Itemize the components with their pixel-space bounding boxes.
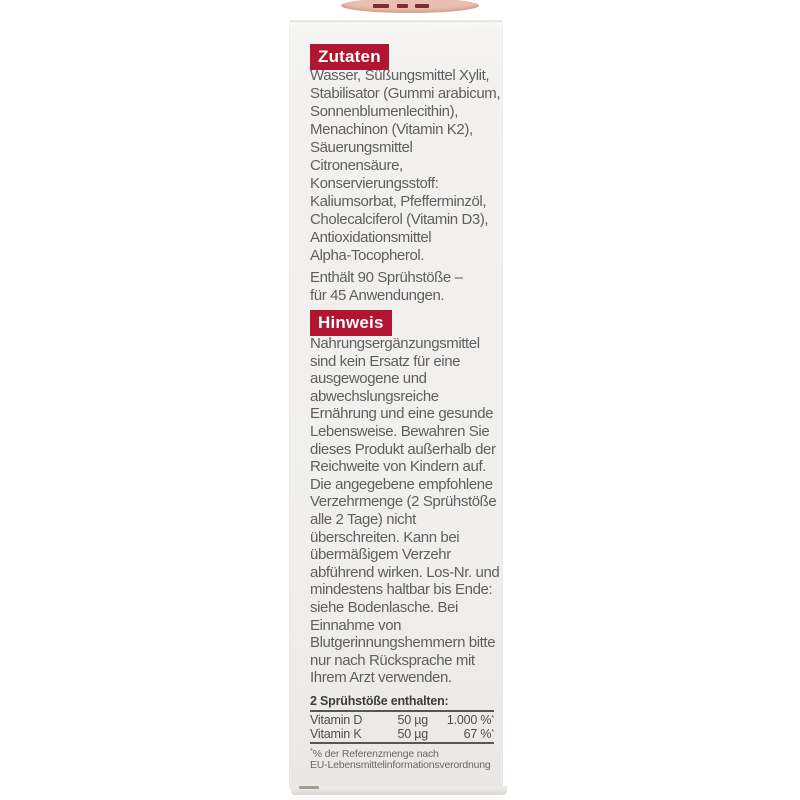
ingredient-line: Citronensäure, — [310, 157, 403, 174]
notice-line: dieses Produkt außerhalb der — [310, 440, 496, 458]
nutrient-name: Vitamin K — [310, 726, 362, 741]
dose-count-line: Enthält 90 Sprühstöße – — [310, 269, 463, 286]
notice-line: ausgewogene und — [310, 370, 427, 388]
ingredient-line: Säuerungsmittel — [310, 139, 413, 156]
nutrient-nrv — [428, 714, 494, 728]
notice-line: überschreiten. Kann bei — [310, 528, 460, 546]
nrv-footnote-marker: * — [491, 713, 494, 722]
notice-line: Ernährung und eine gesunde — [310, 405, 494, 423]
nutrition-divider-bottom — [310, 742, 494, 744]
notice-line: sind kein Ersatz für eine — [310, 352, 461, 370]
notice-line: Verzehrmenge (2 Sprühstöße — [310, 493, 497, 511]
notice-line: siehe Bodenlasche. Bei — [310, 598, 458, 616]
package-front-panel — [289, 20, 503, 789]
notice-line: mindestens haltbar bis Ende: — [310, 581, 493, 599]
ingredient-line: Antioxidationsmittel — [310, 229, 432, 246]
notice-line: Ihrem Arzt verwenden. — [310, 669, 452, 687]
nutrient-name: Vitamin D — [310, 713, 363, 727]
cap-print-mark — [373, 4, 389, 8]
nutrient-nrv — [428, 728, 494, 742]
ingredient-line: Kaliumsorbat, Pfefferminzöl, — [310, 193, 487, 210]
notice-line: Die angegebene empfohlene — [310, 475, 493, 493]
ingredient-line: Alpha-Tocopherol. — [310, 247, 425, 264]
nutrition-divider-top — [310, 710, 494, 712]
notice-line: abführend wirken. Los-Nr. und — [310, 563, 500, 581]
box-bottom-flap-shadow — [299, 786, 319, 789]
cap-print-mark — [415, 4, 429, 8]
notice-line: nur nach Rücksprache mit — [310, 651, 475, 669]
notice-line: Reichweite von Kindern auf. — [310, 458, 486, 476]
spray-cap-top — [341, 0, 479, 13]
ingredients-paragraph — [310, 67, 501, 265]
notice-line: übermäßigem Verzehr — [310, 546, 451, 564]
footnote-line: EU-Lebensmittelinformationsverordnung — [310, 759, 491, 771]
nutrition-row — [310, 728, 494, 742]
box-bottom-flap — [291, 786, 507, 795]
notice-line: Nahrungsergänzungsmittel — [310, 335, 480, 352]
notice-paragraph — [310, 335, 498, 687]
ingredient-line: Konservierungsstoff: — [310, 175, 439, 192]
nutrition-table — [310, 714, 494, 741]
footnote-text: % der Referenzmenge nach — [312, 748, 439, 760]
section-heading-zutaten: Zutaten — [310, 44, 389, 70]
ingredient-line: Stabilisator (Gummi arabicum, — [310, 85, 501, 102]
ingredient-line: Sonnenblumenlecithin), — [310, 103, 458, 120]
nrv-value: 67 % — [463, 726, 492, 741]
nutrient-amount: 50 µg — [397, 713, 428, 727]
ingredient-line: Wasser, Süßungsmittel Xylit, — [310, 67, 490, 84]
ingredient-line: Menachinon (Vitamin K2), — [310, 121, 473, 138]
notice-line: Lebensweise. Bewahren Sie — [310, 422, 490, 440]
nutrition-heading: 2 Sprühstöße enthalten: — [310, 694, 449, 708]
ingredient-line: Cholecalciferol (Vitamin D3), — [310, 211, 489, 228]
footnote — [310, 746, 498, 771]
footnote-marker: * — [310, 746, 313, 755]
notice-line: abwechslungsreiche — [310, 387, 439, 405]
dose-count-text — [310, 269, 498, 305]
nrv-value: 1.000 % — [446, 713, 492, 727]
cap-print-mark — [397, 4, 408, 8]
section-heading-hinweis: Hinweis — [310, 310, 392, 336]
nutrition-row — [310, 714, 494, 728]
nutrient-amount: 50 µg — [397, 726, 428, 741]
notice-line: alle 2 Tage) nicht — [310, 510, 416, 528]
nrv-footnote-marker: * — [491, 726, 494, 736]
notice-line: Einnahme von — [310, 616, 402, 634]
dose-count-line: für 45 Anwendungen. — [310, 287, 445, 304]
notice-line: Blutgerinnungshemmern bitte — [310, 634, 496, 652]
